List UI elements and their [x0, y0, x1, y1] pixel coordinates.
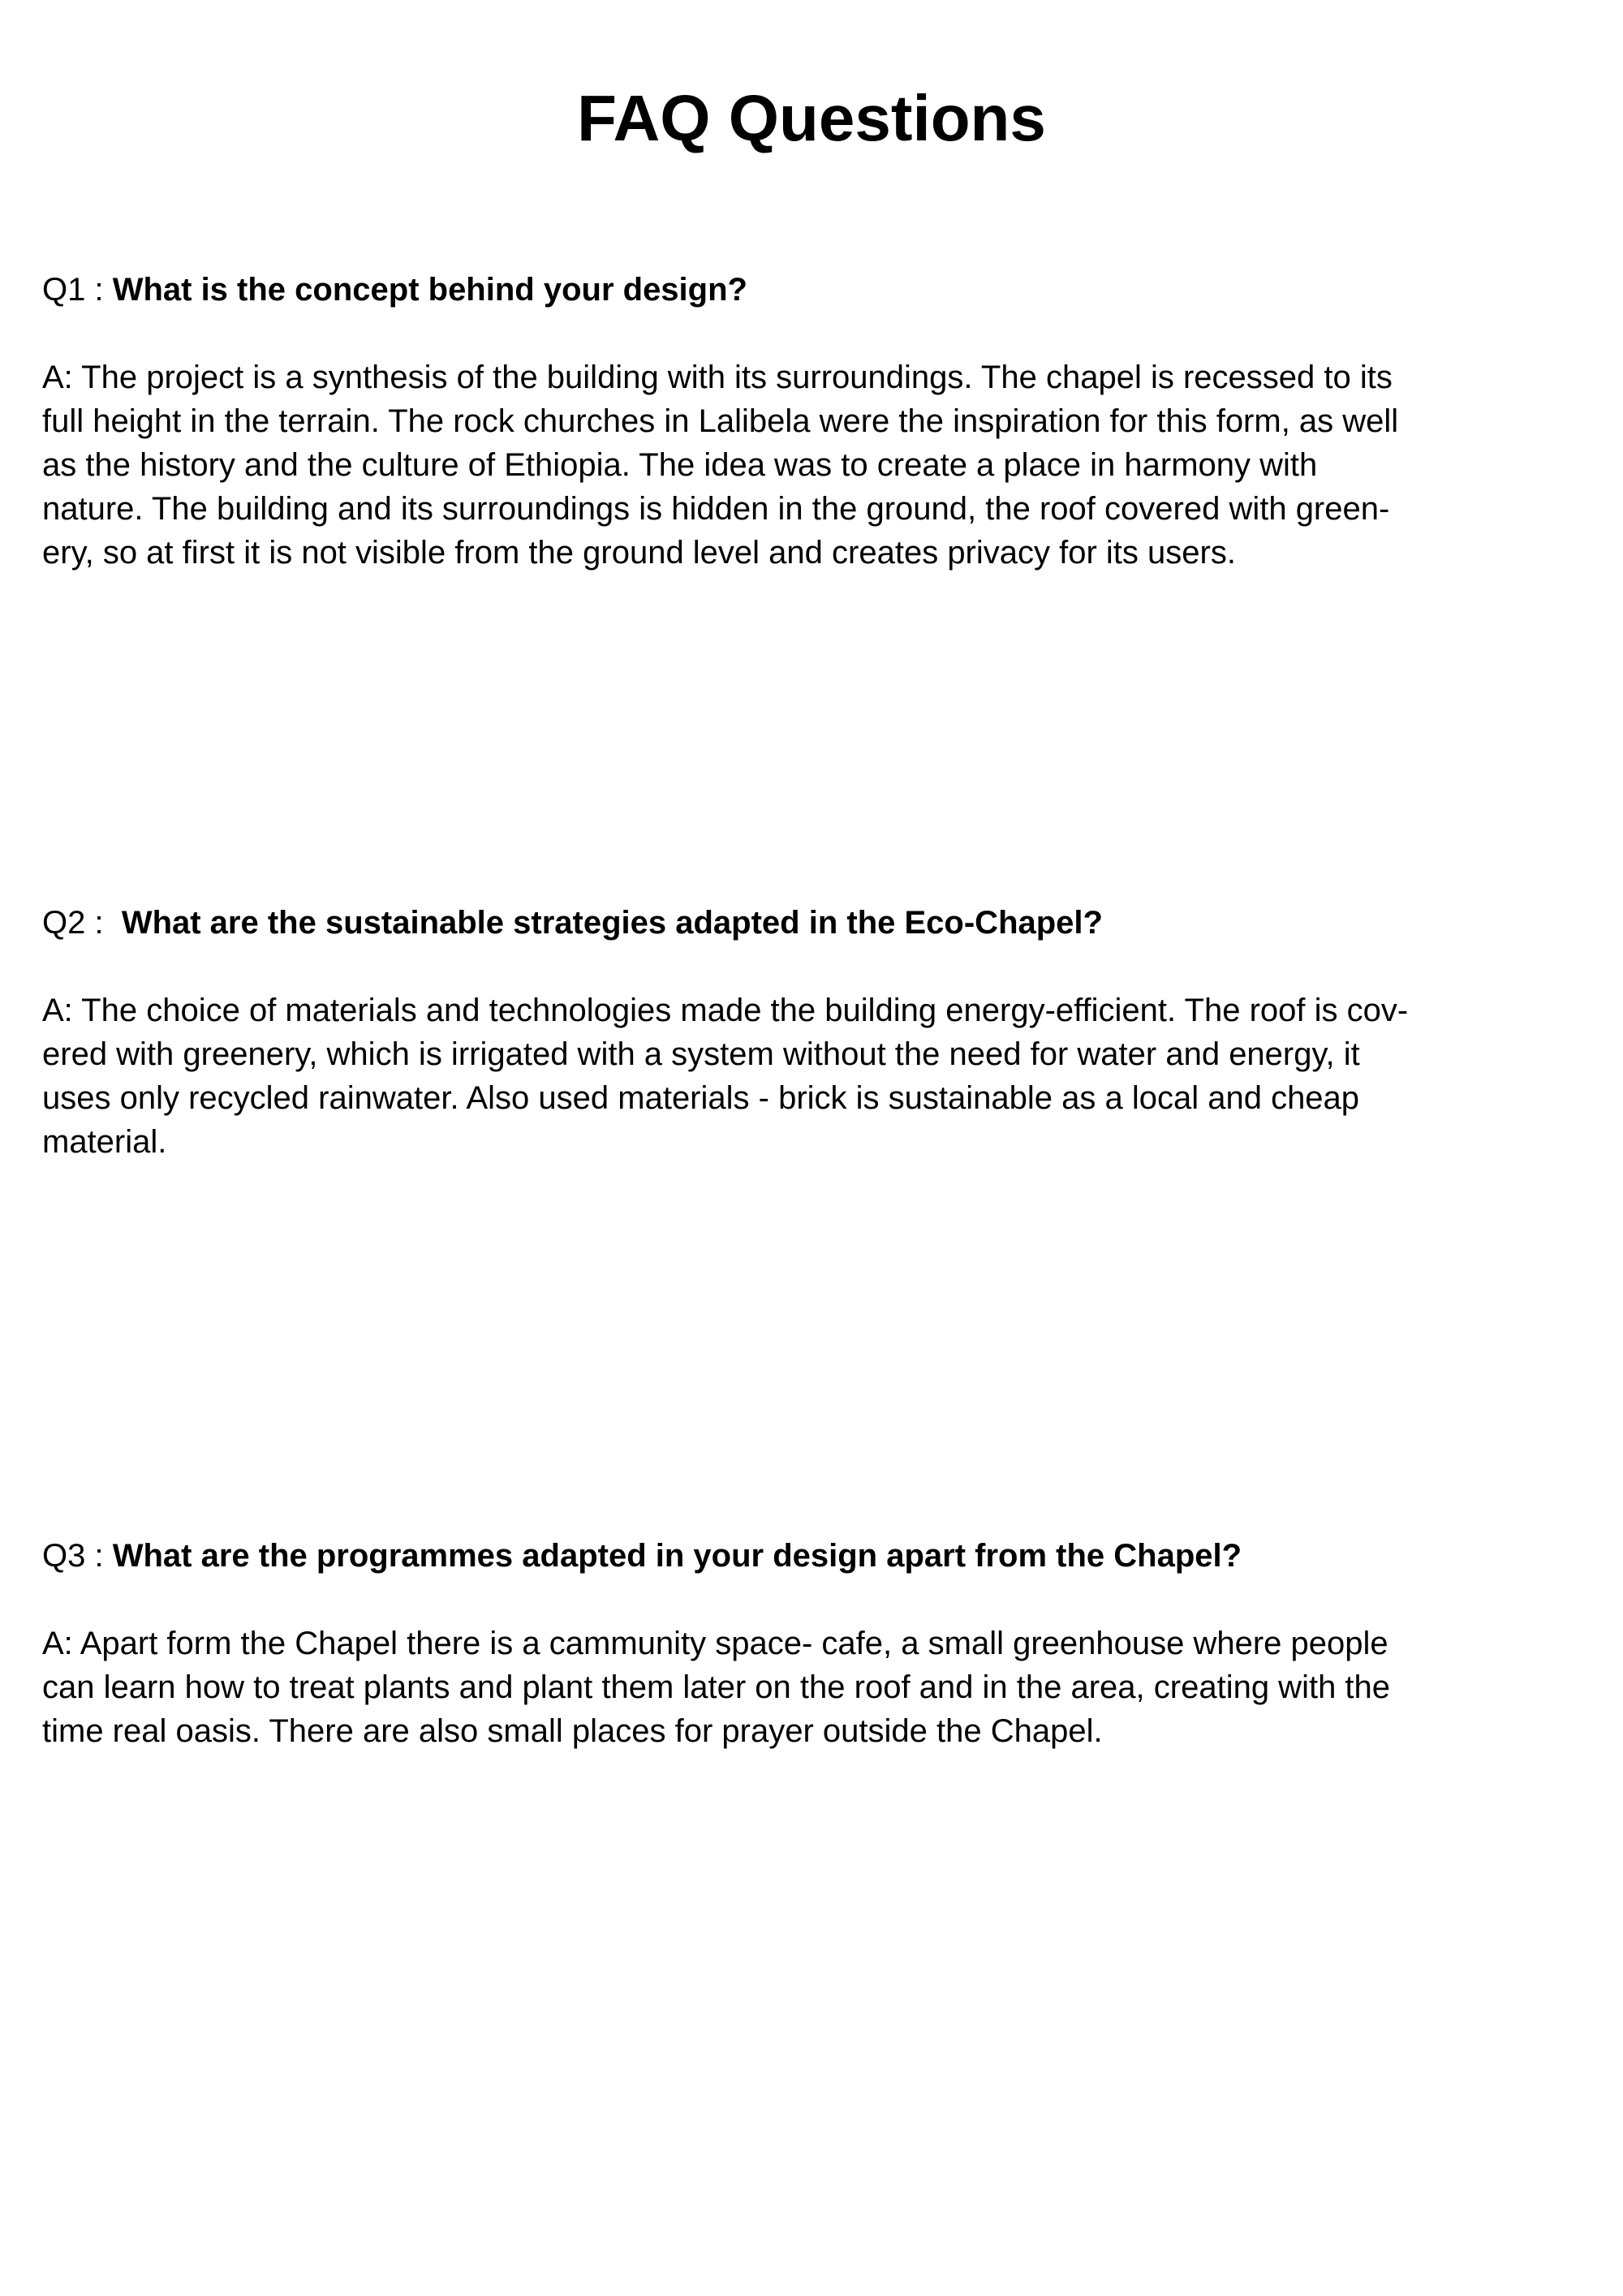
answer-line: as the history and the culture of Ethiopia. The idea was to create a place in harmony with: [42, 447, 1318, 483]
faq-answer-3: [42, 1622, 1584, 1753]
answer-line: nature. The building and its surroundings is hidden in the ground, the roof covered with green-: [42, 491, 1390, 527]
question-prefix: Q1 :: [42, 272, 113, 308]
answer-line: time real oasis. There are also small places for prayer outside the Chapel.: [42, 1713, 1103, 1749]
answer-line: ered with greenery, which is irrigated with a system without the need for water and energy, it: [42, 1036, 1360, 1072]
answer-line: full height in the terrain. The rock churches in Lalibela were the inspiration for this form, as well: [42, 403, 1399, 439]
answer-line: can learn how to treat plants and plant them later on the roof and in the area, creating with the: [42, 1669, 1391, 1705]
faq-item-3: [42, 1534, 1584, 1753]
question-text: What are the sustainable strategies adapted in the Eco-Chapel?: [121, 905, 1103, 941]
answer-line: A: The choice of materials and technologies made the building energy-efficient. The roof is cov-: [42, 993, 1409, 1028]
question-text: What is the concept behind your design?: [112, 272, 747, 308]
question-prefix: Q3 :: [42, 1538, 113, 1574]
faq-answer-2: [42, 989, 1584, 1164]
answer-line: ery, so at first it is not visible from the ground level and creates privacy for its users.: [42, 535, 1236, 571]
faq-question-3: [42, 1534, 1584, 1578]
answer-line: A: Apart form the Chapel there is a cammunity space- cafe, a small greenhouse where people: [42, 1626, 1388, 1661]
faq-item-1: [42, 268, 1584, 575]
answer-line: material.: [42, 1124, 167, 1160]
question-prefix: Q2 :: [42, 905, 122, 941]
faq-item-2: [42, 901, 1584, 1164]
page-title: FAQ Questions: [577, 82, 1046, 154]
question-text: What are the programmes adapted in your design apart from the Chapel?: [112, 1538, 1242, 1574]
faq-question-2: [42, 901, 1584, 945]
answer-line: uses only recycled rainwater. Also used materials - brick is sustainable as a local and cheap: [42, 1080, 1360, 1116]
answer-line: A: The project is a synthesis of the building with its surroundings. The chapel is recessed to its: [42, 360, 1393, 395]
faq-answer-1: [42, 355, 1584, 575]
faq-question-1: [42, 268, 1584, 312]
